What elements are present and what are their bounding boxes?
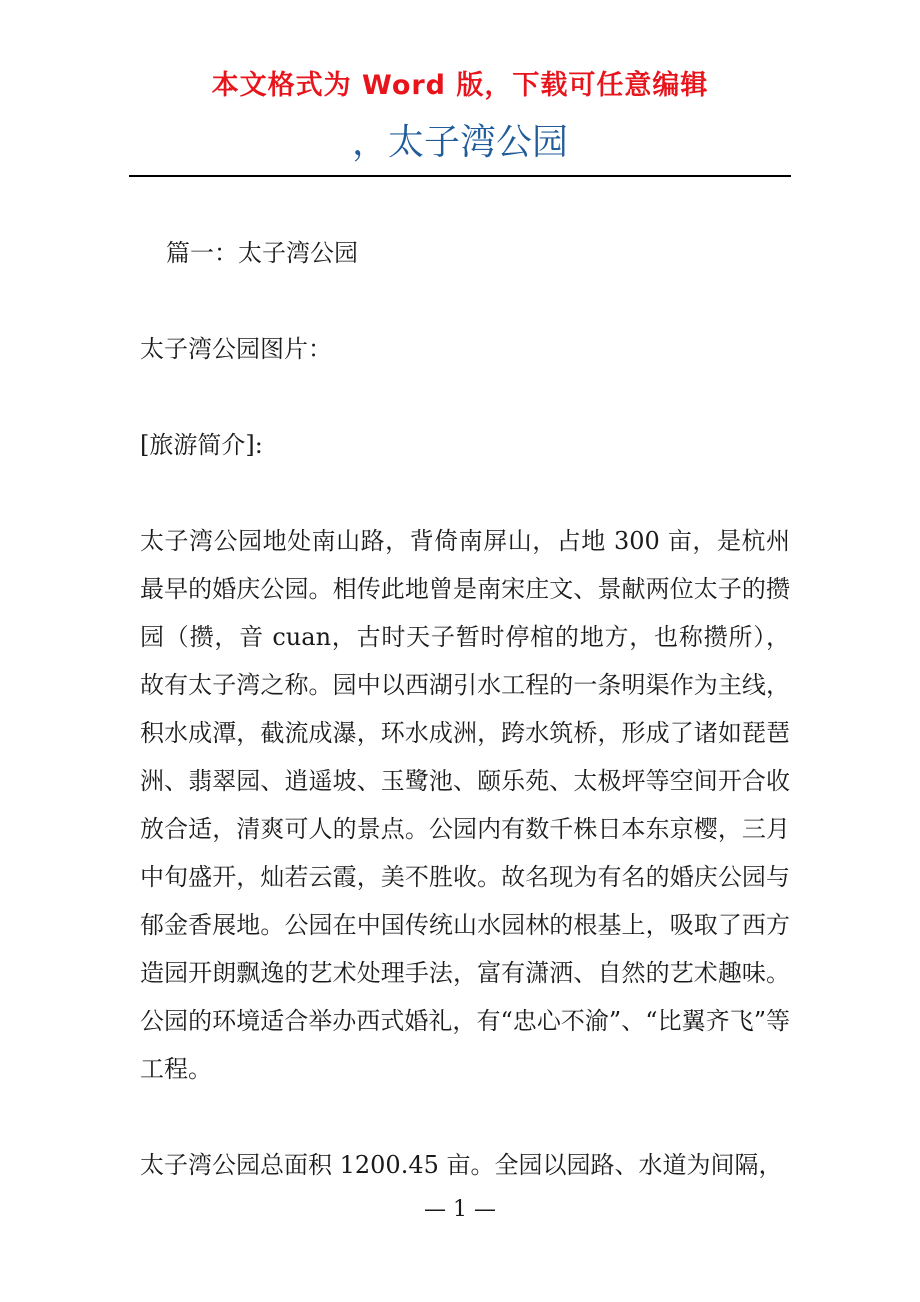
title-divider <box>129 175 791 177</box>
intro-paragraph: 太子湾公园地处南山路，背倚南屏山，占地 300 亩，是杭州最早的婚庆公园。相传此地曾是南宋庄文、景献两位太子的攒园（攒，音 cuan，古时天子暂时停棺的地方，也称攒所），故有太子湾之称。园中以西湖引水工程的一条明渠作为主线，积水成潭，截流成瀑，环水成洲，跨水筑桥，形成了诸如琵琶洲、翡翠园、逍遥坡、玉鹭池、颐乐苑、太极坪等空间开合收放合适，清爽可人的景点。公园内有数千株日本东京樱，三月中旬盛开，灿若云霞，美不胜收。故名现为有名的婚庆公园与郁金香展地。公园在中国传统山水园林的根基上，吸取了西方造园开朗飘逸的艺术处理手法，富有潇洒、自然的艺术趣味。公园的环境适合举办西式婚礼，有“忠心不渝”、“比翼齐飞”等工程。 <box>140 527 790 1083</box>
intro-label: [旅游简介]: <box>140 431 263 459</box>
document-title: ，太子湾公园 <box>351 122 568 163</box>
area-paragraph: 太子湾公园总面积 1200.45 亩。全园以园路、水道为间隔， <box>140 1151 783 1179</box>
section-heading: 篇一：太子湾公园 <box>166 239 358 267</box>
download-banner: 本文格式为 Word 版，下载可任意编辑 <box>211 70 709 101</box>
document-body <box>140 229 790 1189</box>
images-label: 太子湾公园图片： <box>140 335 332 363</box>
page-number: — 1 — <box>424 1197 496 1222</box>
